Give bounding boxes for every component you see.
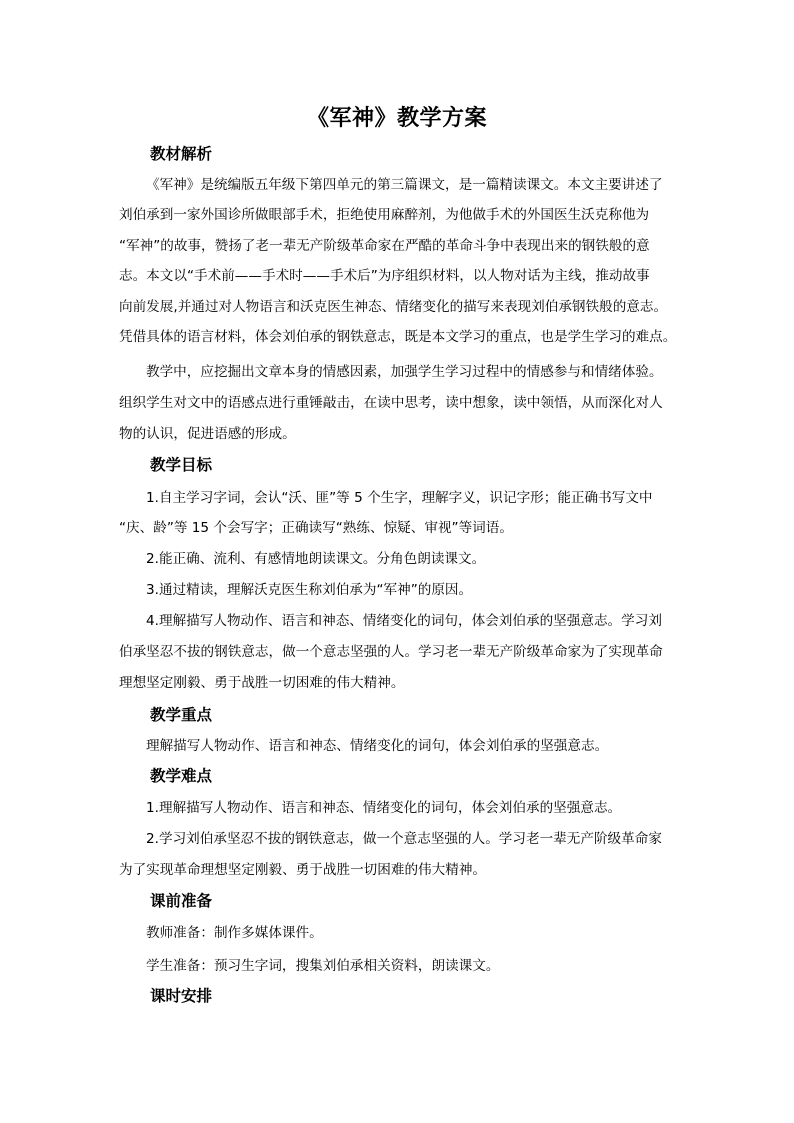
difficulty-line: 2.学习刘伯承坚忍不拔的钢铁意志，做一个意志坚强的人。学习老一辈无产阶级革命家: [146, 831, 662, 847]
section-heading-goals: 教学目标: [150, 455, 213, 474]
paragraph-line: “军神”的故事，赞扬了老一辈无产阶级革命家在严酷的革命斗争中表现出来的钢铁般的意: [119, 238, 650, 254]
section-heading-difficulties: 教学难点: [150, 766, 213, 785]
paragraph-line: 教学中，应挖掘出文章本身的情感因素，加强学生学习过程中的情感参与和情绪体验。: [146, 364, 663, 380]
paragraph-line: 物的认识，促进语感的形成。: [119, 426, 296, 442]
section-heading-preparation: 课前准备: [150, 891, 213, 910]
paragraph-line: 《军神》是统编版五年级下第四单元的第三篇课文，是一篇精读课文。本文主要讲述了: [146, 177, 663, 193]
goal-line: 伯承坚忍不拔的钢铁意志，做一个意志坚强的人。学习老一辈无产阶级革命家为了实现革命: [119, 644, 663, 660]
paragraph-line: 向前发展,并通过对人物语言和沃克医生神态、情绪变化的描写来表现刘伯承钢铁般的意志。: [119, 299, 668, 315]
goal-line: 4.理解描写人物动作、语言和神态、情绪变化的词句，体会刘伯承的坚强意志。学习刘: [146, 613, 662, 629]
document-title: 《军神》教学方案: [306, 105, 487, 131]
paragraph-line: 刘伯承到一家外国诊所做眼部手术，拒绝使用麻醉剂，为他做手术的外国医生沃克称他为: [119, 207, 650, 223]
goal-line: 理想坚定刚毅、勇于战胜一切困难的伟大精神。: [119, 675, 405, 691]
goal-line: “庆、龄”等 15 个会写字；正确读写“熟练、惊疑、审视”等词语。: [119, 520, 513, 536]
preparation-line: 学生准备：预习生字词，搜集刘伯承相关资料，朗读课文。: [146, 958, 500, 974]
paragraph-line: 志。本文以“手术前——手术时——手术后”为序组织材料，以人物对话为主线，推动故事: [119, 268, 650, 284]
key-point-line: 理解描写人物动作、语言和神态、情绪变化的词句，体会刘伯承的坚强意志。: [146, 738, 609, 754]
section-heading-key-points: 教学重点: [150, 705, 213, 724]
section-heading-analysis: 教材解析: [150, 144, 213, 163]
goal-line: 2.能正确、流利、有感情地朗读课文。分角色朗读课文。: [146, 551, 486, 567]
preparation-line: 教师准备：制作多媒体课件。: [146, 925, 323, 941]
goal-line: 3.通过精读，理解沃克医生称刘伯承为“军神”的原因。: [146, 582, 473, 598]
difficulty-line: 为了实现革命理想坚定刚毅、勇于战胜一切困难的伟大精神。: [119, 862, 487, 878]
section-heading-schedule: 课时安排: [150, 986, 213, 1005]
paragraph-line: 组织学生对文中的语感点进行重锤敲击，在读中思考，读中想象，读中领悟，从而深化对人: [119, 395, 663, 411]
paragraph-line: 凭借具体的语言材料，体会刘伯承的钢铁意志，既是本文学习的重点，也是学生学习的难点。: [119, 329, 677, 345]
goal-line: 1.自主学习字词，会认“沃、匪”等 5 个生字，理解字义，识记字形；能正确书写文中: [146, 490, 653, 506]
difficulty-line: 1.理解描写人物动作、语言和神态、情绪变化的词句，体会刘伯承的坚强意志。: [146, 800, 622, 816]
